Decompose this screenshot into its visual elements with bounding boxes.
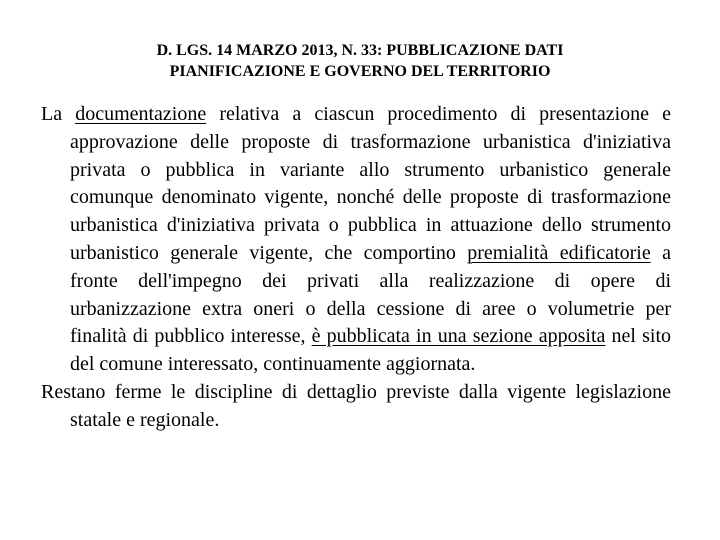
- document-title: [0, 40, 720, 82]
- underlined-premialita-edificatorie: premialità edificatorie: [467, 241, 651, 264]
- paragraph-legislation-note: Restano ferme le discipline di dettaglio previste dalla vigente legislazione statale e regionale.: [41, 380, 671, 431]
- document-body: [41, 101, 671, 435]
- paragraph1-text-4: nel sito del comune interessato, continuamente aggiornata.: [70, 325, 671, 376]
- paragraph1-text-3: a fronte dell'impegno dei privati alla realizzazione di opere di urbanizzazione extra oneri o della cessione di aree o volumetrie per finalità di pubblico interesse,: [70, 241, 671, 348]
- underlined-pubblicata-sezione-apposita: è pubblicata in una sezione apposita: [311, 325, 606, 348]
- title-line-1: D. LGS. 14 MARZO 2013, N. 33: PUBBLICAZIONE DATI: [156, 42, 564, 59]
- title-line-2: PIANIFICAZIONE E GOVERNO DEL TERRITORIO: [169, 63, 551, 80]
- paragraph1-text-2: relativa a ciascun procedimento di presentazione e approvazione delle proposte di trasformazione urbanistica d'iniziativa privata o pubblica in variante allo strumento urbanistico generale comunque denominato vigente, nonché delle proposte di trasformazione urbanistica d'iniziativa privata o pubblica in attuazione dello strumento urbanistico generale vigente, che comportino: [70, 103, 671, 264]
- paragraph1-text-1: La: [41, 103, 76, 125]
- paragraph-publication-rule: [41, 101, 671, 379]
- underlined-documentazione: documentazione: [75, 103, 207, 125]
